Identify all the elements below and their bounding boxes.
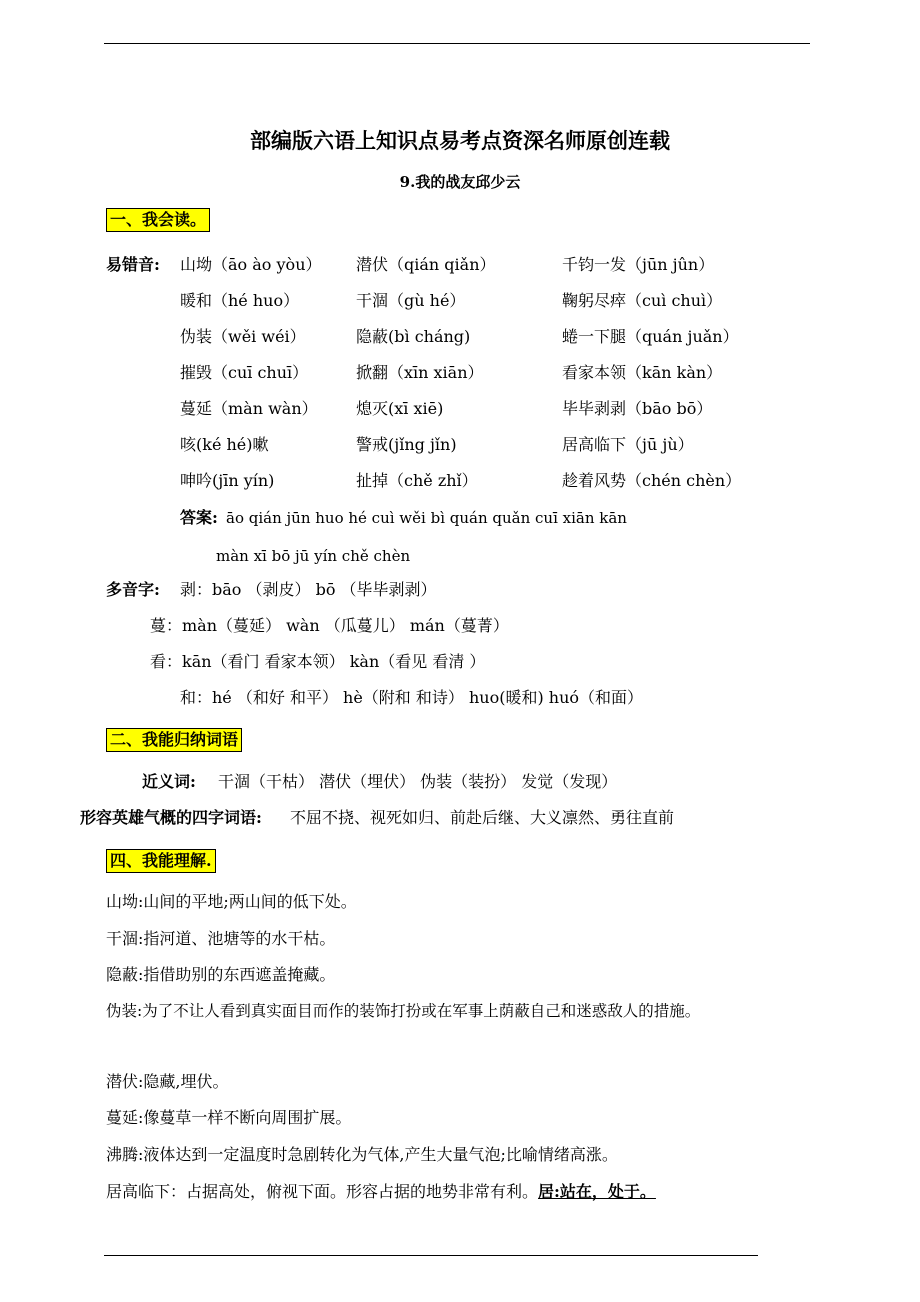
definition-line: 干涸:指河道、池塘等的水干枯。 <box>106 929 336 948</box>
pronunciation-item: 摧毁（cuī chuī） <box>180 363 309 382</box>
pronunciation-item: 干涸（gù hé） <box>356 291 466 310</box>
definition-line: 潜伏:隐藏,埋伏。 <box>106 1072 229 1091</box>
pronunciation-item: 潜伏（qián qiǎn） <box>356 255 496 274</box>
answer-line-1: āo qián jūn huo hé cuì wěi bì quán quǎn cuī xiān kān <box>226 509 627 527</box>
pronunciation-item: 警戒(jǐng jǐn) <box>356 435 457 454</box>
definition-text: 居高临下：占据高处，俯视下面。形容占据的地势非常有利。 <box>106 1182 539 1201</box>
pronunciation-item: 呻吟(jīn yín) <box>180 471 275 490</box>
pronunciation-item: 暖和（hé huo） <box>180 291 300 310</box>
pronunciation-item: 扯掉（chě zhǐ） <box>356 471 478 490</box>
definition-line: 山坳:山间的平地;两山间的低下处。 <box>106 892 357 911</box>
definition-line-last <box>106 1182 656 1202</box>
definition-line: 伪装:为了不让人看到真实面目而作的装饰打扮或在军事上荫蔽自己和迷惑敌人的措施。 <box>106 1002 701 1020</box>
section-heading-read: 一、我会读。 <box>106 208 210 232</box>
polyphonic-line: 蔓：màn（蔓延） wàn （瓜蔓儿） mán（蔓菁） <box>150 616 509 635</box>
definition-underlined-note: 居:站在，处于。 <box>538 1182 656 1201</box>
answer-line-2: màn xī bō jū yín chě chèn <box>216 547 411 565</box>
pronunciation-item: 趁着风势（chén chèn） <box>562 471 742 490</box>
definition-line: 蔓延:像蔓草一样不断向周围扩展。 <box>106 1108 352 1127</box>
pronunciation-item: 掀翻（xīn xiān） <box>356 363 484 382</box>
pronunciation-item: 山坳（āo ào yòu） <box>180 255 322 274</box>
pronunciation-item: 隐蔽(bì cháng) <box>356 327 471 346</box>
label-error-prone-pronunciation: 易错音: <box>106 255 160 274</box>
pronunciation-item: 蜷一下腿（quán juǎn） <box>562 327 739 346</box>
idiom-label: 形容英雄气概的四字词语: <box>80 808 262 827</box>
pronunciation-item: 咳(ké hé)嗽 <box>180 435 269 454</box>
polyphonic-line: 和：hé （和好 和平） hè（附和 和诗） huo(暖和) huó（和面） <box>180 688 644 707</box>
definition-line: 隐蔽:指借助别的东西遮盖掩藏。 <box>106 965 336 984</box>
answer-label: 答案: <box>180 508 218 527</box>
definition-line: 沸腾:液体达到一定温度时急剧转化为气体,产生大量气泡;比喻情绪高涨。 <box>106 1145 618 1164</box>
idiom-text: 不屈不挠、视死如归、前赴后继、大义凛然、勇往直前 <box>290 808 675 827</box>
page-title: 部编版六语上知识点易考点资深名师原创连载 <box>250 128 670 153</box>
section-heading-understand: 四、我能理解. <box>106 849 216 873</box>
pronunciation-item: 看家本领（kān kàn） <box>562 363 723 382</box>
pronunciation-item: 伪装（wěi wéi） <box>180 327 306 346</box>
synonym-label: 近义词: <box>142 772 196 791</box>
pronunciation-item: 居高临下（jū jù） <box>562 435 694 454</box>
pronunciation-item: 鞠躬尽瘁（cuì chuì） <box>562 291 723 310</box>
bottom-rule <box>104 1255 758 1256</box>
pronunciation-item: 毕毕剥剥（bāo bō） <box>562 399 713 418</box>
polyphonic-line: 看：kān（看门 看家本领） kàn（看见 看清 ） <box>150 652 486 671</box>
page-subtitle: 9.我的战友邱少云 <box>399 173 521 191</box>
synonym-text: 干涸（干枯） 潜伏（埋伏） 伪装（装扮） 发觉（发现） <box>218 772 618 791</box>
pronunciation-item: 千钧一发（jūn jûn） <box>562 255 715 274</box>
polyphonic-line: 剥：bāo （剥皮） bō （毕毕剥剥） <box>180 580 437 599</box>
top-rule <box>104 43 810 44</box>
pronunciation-item: 蔓延（màn wàn） <box>180 399 318 418</box>
pronunciation-item: 熄灭(xī xiē) <box>356 399 444 418</box>
section-heading-summarize: 二、我能归纳词语 <box>106 728 242 752</box>
label-polyphonic: 多音字: <box>106 580 160 599</box>
